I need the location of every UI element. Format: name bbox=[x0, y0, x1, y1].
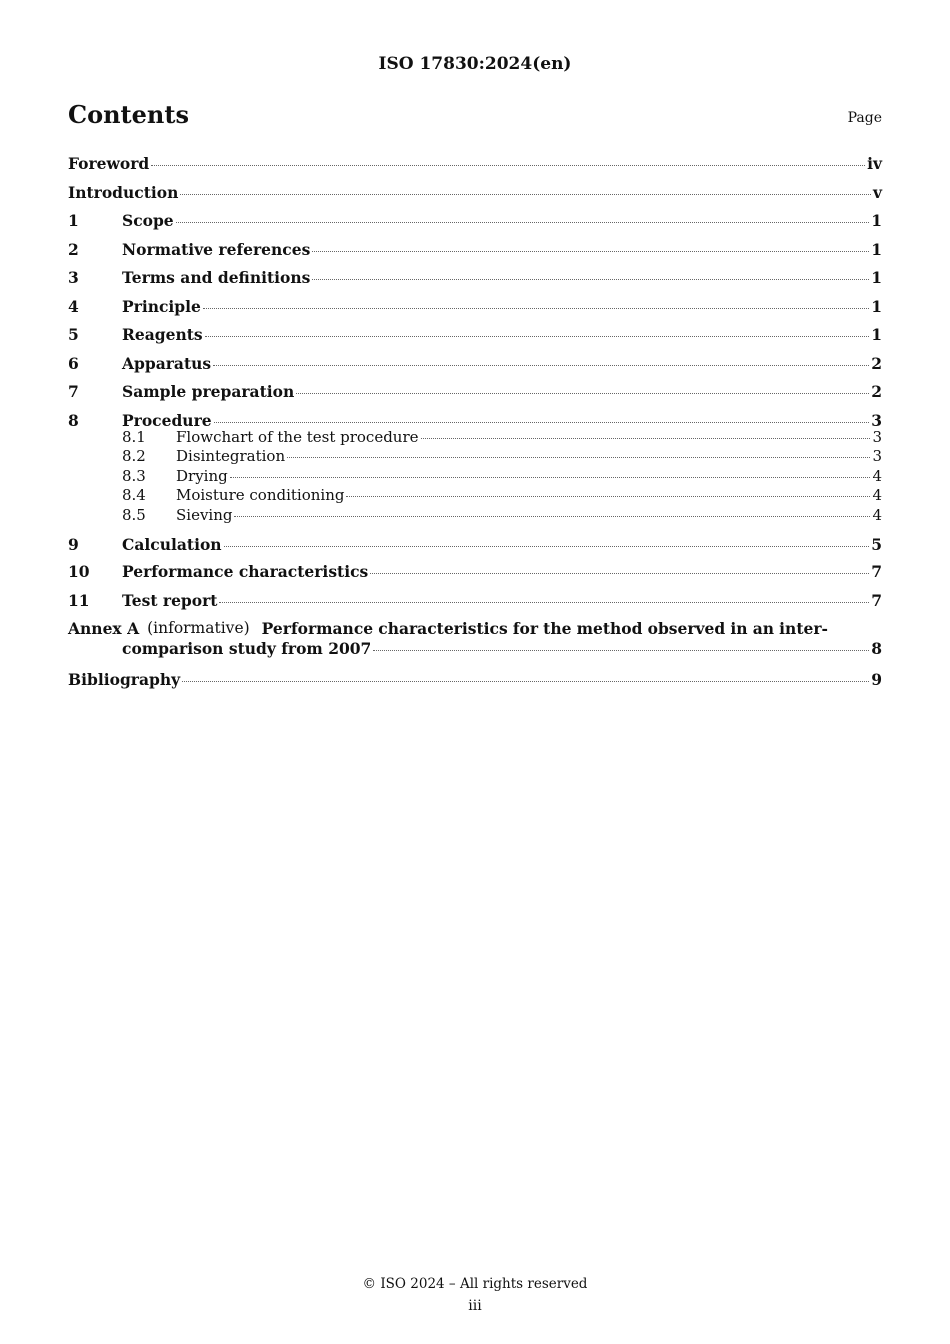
toc-entry-number: 8.4 bbox=[122, 486, 146, 504]
toc-entry-apparatus[interactable] bbox=[68, 350, 882, 379]
annex-title-word: method bbox=[576, 619, 643, 638]
annex-title-words bbox=[262, 619, 828, 639]
toc-entry-introduction[interactable] bbox=[68, 179, 882, 208]
toc-entry-title: Bibliography bbox=[68, 670, 181, 689]
contents-title: Contents bbox=[68, 100, 189, 129]
toc-entry-test-report[interactable] bbox=[68, 587, 882, 616]
toc-entry-page: 1 bbox=[871, 239, 882, 259]
toc-entry-number: 8 bbox=[68, 410, 79, 430]
toc-entry-terms-and-definitions[interactable] bbox=[68, 264, 882, 293]
toc-entry-scope[interactable] bbox=[68, 207, 882, 236]
toc-entry-page: v bbox=[872, 182, 882, 202]
toc-entry-number: 8.2 bbox=[122, 447, 146, 465]
annex-title-word: inter- bbox=[779, 619, 828, 638]
annex-title-word: for bbox=[512, 619, 539, 638]
dot-leader bbox=[230, 477, 871, 478]
toc-entry-procedure[interactable] bbox=[68, 407, 882, 428]
dot-leader bbox=[373, 650, 869, 651]
toc-entry-page: iv bbox=[867, 154, 882, 173]
toc-entry-page: 1 bbox=[871, 268, 882, 287]
toc-entry-number: 10 bbox=[68, 562, 90, 581]
dot-leader bbox=[312, 251, 869, 252]
dot-leader bbox=[312, 279, 869, 280]
toc-entry-page: 3 bbox=[871, 410, 882, 430]
toc-entry-page: 4 bbox=[872, 486, 882, 504]
toc-entry-page: 9 bbox=[871, 670, 882, 689]
toc-entry-title: Procedure bbox=[122, 410, 212, 430]
toc-entry-number: 11 bbox=[68, 590, 90, 610]
toc-entry-title: Flowchart of the test procedure bbox=[176, 427, 419, 446]
toc-entry-title: Apparatus bbox=[122, 353, 212, 373]
toc-entry-title: Reagents bbox=[122, 325, 203, 344]
toc-entry-page: 7 bbox=[871, 562, 882, 581]
toc-entry-title: Sample preparation bbox=[122, 382, 295, 401]
toc-subentry-sieving[interactable] bbox=[68, 506, 882, 526]
toc-entry-number: 3 bbox=[68, 268, 79, 287]
toc-entry-page: 1 bbox=[871, 325, 882, 344]
toc-entry-performance-characteristics[interactable] bbox=[68, 558, 882, 587]
toc-entry-title: Drying bbox=[176, 466, 228, 485]
annex-type: (informative) bbox=[147, 619, 250, 637]
toc-subentry-disintegration[interactable] bbox=[68, 447, 882, 467]
toc-entry-number: 8.5 bbox=[122, 505, 146, 524]
dot-leader bbox=[180, 194, 871, 195]
toc-entry-title: Moisture conditioning bbox=[176, 486, 345, 504]
toc-entry-number: 6 bbox=[68, 353, 79, 373]
annex-title-word: Performance bbox=[261, 619, 374, 638]
toc-entry-bibliography[interactable] bbox=[68, 666, 882, 695]
annex-title-word: in bbox=[730, 619, 748, 638]
toc-entry-title: Performance characteristics bbox=[122, 562, 369, 581]
dot-leader bbox=[287, 457, 870, 458]
toc-subentry-moisture-conditioning[interactable] bbox=[68, 486, 882, 506]
toc-entry-title: Introduction bbox=[68, 182, 179, 202]
toc-entry-number: 1 bbox=[68, 211, 79, 230]
dot-leader bbox=[182, 681, 869, 682]
dot-leader bbox=[203, 308, 869, 309]
dot-leader bbox=[214, 422, 870, 423]
dot-leader bbox=[176, 222, 870, 223]
toc-entry-calculation[interactable] bbox=[68, 525, 882, 558]
annex-title-word: observed bbox=[647, 619, 726, 638]
toc-subentry-flowchart[interactable] bbox=[68, 428, 882, 448]
toc-entry-page: 1 bbox=[871, 296, 882, 316]
annex-title-word: the bbox=[543, 619, 572, 638]
toc-entry-annex-a[interactable] bbox=[68, 619, 882, 658]
toc-entry-title: Principle bbox=[122, 296, 201, 316]
dot-leader bbox=[234, 516, 870, 517]
toc-entry-number: 9 bbox=[68, 535, 79, 554]
page-column-label: Page bbox=[847, 110, 882, 126]
toc-entry-page: 3 bbox=[872, 447, 882, 465]
toc-entry-page: 2 bbox=[871, 382, 882, 401]
dot-leader bbox=[213, 365, 869, 366]
dot-leader bbox=[370, 573, 869, 574]
annex-title-word: an bbox=[752, 619, 775, 638]
toc-entry-normative-references[interactable] bbox=[68, 236, 882, 265]
dot-leader bbox=[205, 336, 870, 337]
toc-entry-title: Foreword bbox=[68, 154, 150, 173]
toc-entry-page: 5 bbox=[871, 535, 882, 554]
toc-entry-sample-preparation[interactable] bbox=[68, 378, 882, 407]
toc-entry-title: Test report bbox=[122, 590, 218, 610]
table-of-contents bbox=[68, 150, 882, 695]
annex-label: Annex A bbox=[68, 619, 140, 638]
dot-leader bbox=[296, 393, 869, 394]
toc-entry-page: 2 bbox=[871, 353, 882, 373]
toc-entry-page: 8 bbox=[871, 638, 882, 658]
annex-title-line-1 bbox=[68, 619, 882, 639]
dot-leader bbox=[151, 165, 865, 166]
annex-title-word: characteristics bbox=[378, 619, 508, 638]
toc-entry-page: 1 bbox=[871, 211, 882, 230]
dot-leader bbox=[346, 496, 870, 497]
toc-entry-number: 5 bbox=[68, 325, 79, 344]
toc-entry-number: 2 bbox=[68, 239, 79, 259]
toc-subentry-drying[interactable] bbox=[68, 467, 882, 487]
toc-entry-title: Sieving bbox=[176, 505, 233, 524]
dot-leader bbox=[224, 546, 870, 547]
toc-entry-page: 7 bbox=[871, 590, 882, 610]
toc-entry-page: 3 bbox=[872, 427, 882, 446]
page-number: iii bbox=[468, 1298, 482, 1314]
toc-entry-number: 8.1 bbox=[122, 427, 146, 446]
annex-title-continuation: comparison study from 2007 bbox=[122, 638, 372, 658]
toc-entry-title: Calculation bbox=[122, 535, 222, 554]
dot-leader bbox=[219, 602, 869, 603]
toc-entry-number: 7 bbox=[68, 382, 79, 401]
annex-title-line-2 bbox=[68, 639, 882, 659]
dot-leader bbox=[421, 438, 871, 439]
toc-entry-number: 8.3 bbox=[122, 466, 146, 485]
toc-entry-title: Scope bbox=[122, 211, 174, 230]
toc-entry-page: 4 bbox=[872, 505, 882, 524]
toc-entry-principle[interactable] bbox=[68, 293, 882, 322]
toc-entry-title: Terms and definitions bbox=[122, 268, 311, 287]
copyright-footer: © ISO 2024 – All rights reserved bbox=[362, 1276, 588, 1292]
toc-entry-reagents[interactable] bbox=[68, 321, 882, 350]
toc-entry-number: 4 bbox=[68, 296, 79, 316]
toc-entry-title: Normative references bbox=[122, 239, 311, 259]
toc-entry-title: Disintegration bbox=[176, 447, 286, 465]
toc-entry-page: 4 bbox=[872, 466, 882, 485]
toc-entry-foreword[interactable] bbox=[68, 150, 882, 179]
document-id-header: ISO 17830:2024(en) bbox=[378, 54, 572, 74]
